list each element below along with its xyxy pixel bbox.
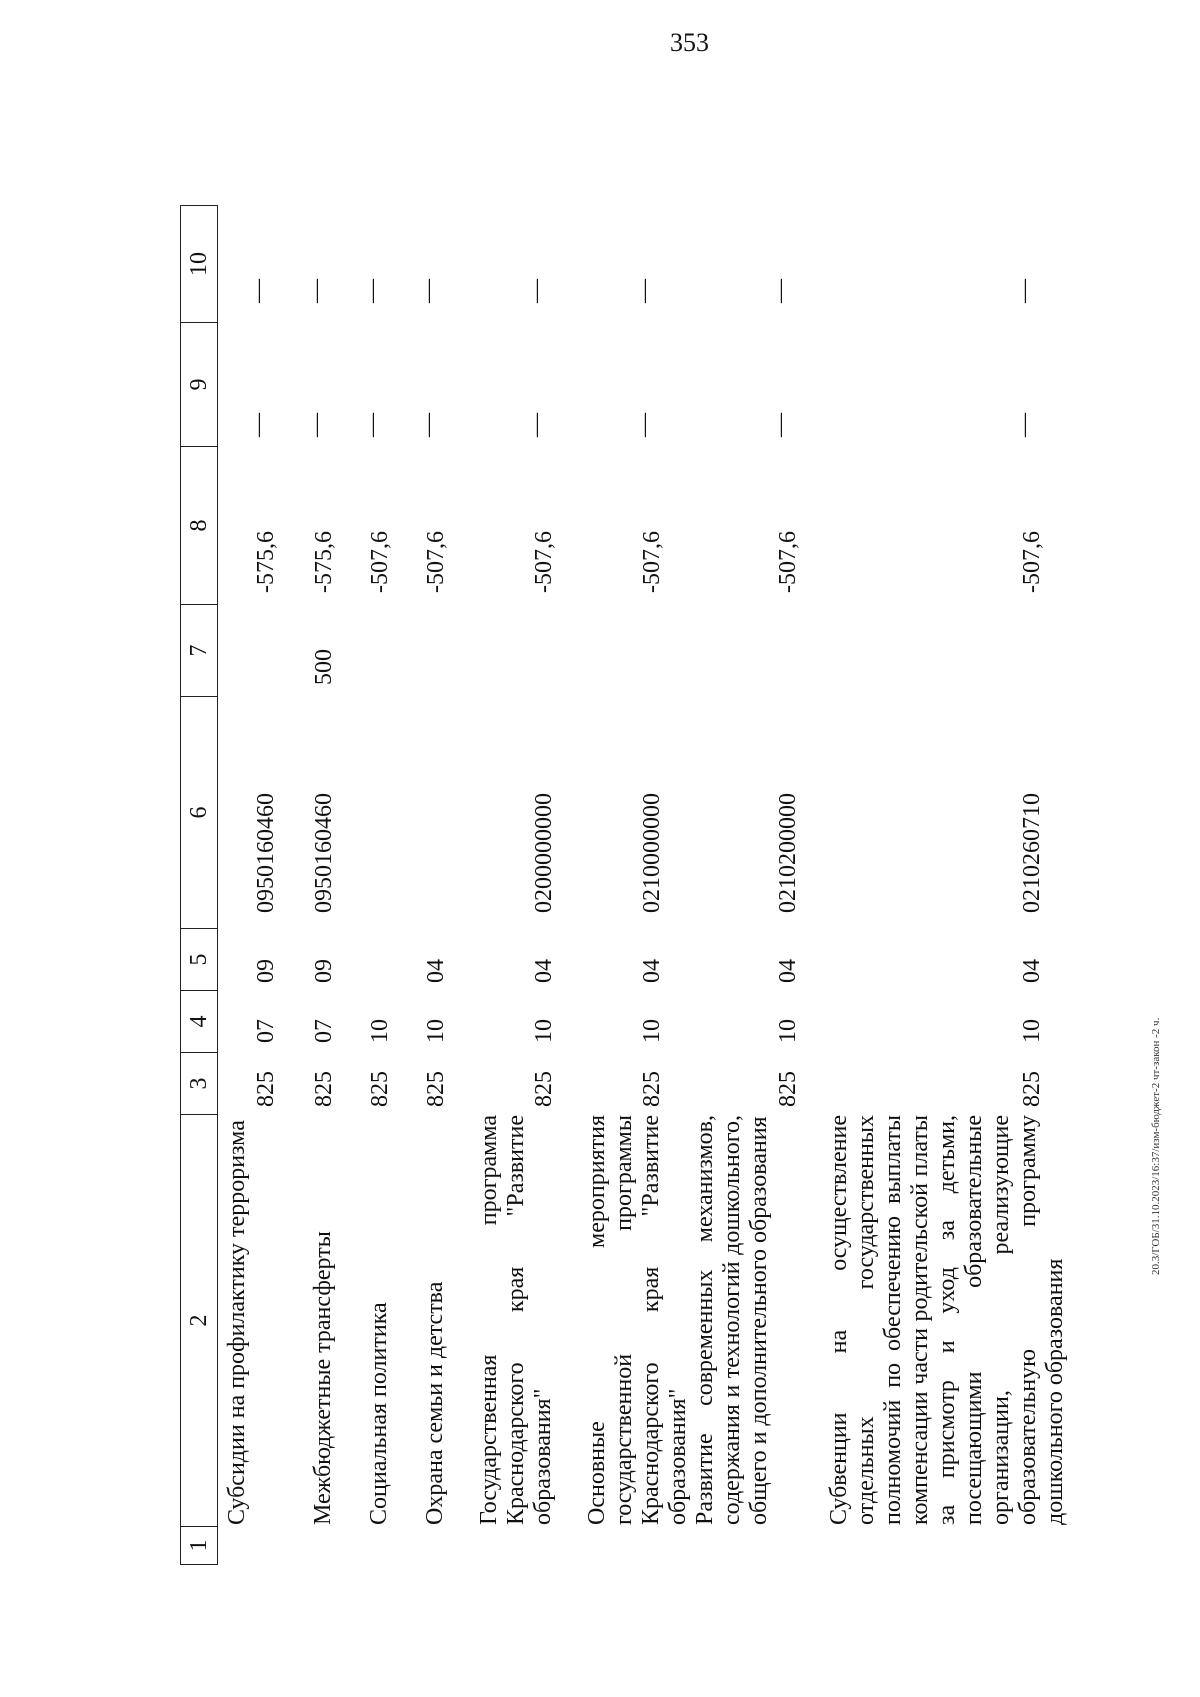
cell-col-8: -575,6 [311,531,337,593]
cell-col-3: 825 [639,1071,665,1107]
row-name: Развитие современных механизмов, содержания и технологий дошкольного, общего и дополнительного образования [692,1115,772,1525]
cell-col-4: 10 [639,1019,665,1043]
cell-col-6: 0950160460 [311,793,337,913]
cell-col-8: -507,6 [639,531,665,593]
cell-col-3: 825 [775,1071,801,1107]
cell-col-8: -507,6 [423,531,449,593]
cell-col-4: 07 [311,1019,337,1043]
cell-col-3: 825 [253,1071,279,1107]
cell-col-4: 10 [775,1019,801,1043]
cell-col-9: — [1011,413,1037,437]
header-col-7: 7 [180,605,218,697]
header-col-5: 5 [180,929,218,991]
cell-col-9: — [245,413,271,437]
cell-col-5: 04 [1019,959,1045,983]
cell-col-7: 500 [311,649,337,685]
cell-col-9: — [359,413,385,437]
cell-col-6: 0210000000 [639,793,665,913]
cell-col-10: — [1011,279,1037,303]
cell-col-6: 0950160460 [253,793,279,913]
header-col-2: 2 [180,1115,218,1527]
row-name: Государственная программа Краснодарского края "Развитие образования" [476,1115,556,1525]
cell-col-5: 04 [639,959,665,983]
cell-col-4: 10 [423,1019,449,1043]
cell-col-4: 10 [367,1019,393,1043]
cell-col-9: — [631,413,657,437]
cell-col-10: — [415,279,441,303]
cell-col-4: 10 [531,1019,557,1043]
header-col-1: 1 [180,1527,218,1565]
cell-col-3: 825 [1019,1071,1045,1107]
cell-col-9: — [303,413,329,437]
cell-col-10: — [523,279,549,303]
cell-col-8: -575,6 [253,531,279,593]
cell-col-8: -507,6 [775,531,801,593]
cell-col-5: 04 [423,959,449,983]
cell-col-10: — [245,279,271,303]
cell-col-10: — [631,279,657,303]
budget-table [180,205,1080,1565]
row-name: Охрана семьи и детства [422,1281,448,1525]
row-name: Социальная политика [366,1302,392,1525]
cell-col-8: -507,6 [1019,531,1045,593]
header-col-6: 6 [180,697,218,929]
row-name: Субвенции на осуществление отдельных государственных полномочий по обеспечению выплаты компенсации части родительской платы за присмотр и уход за детьми, посещающими образовательные организации, реализующие образовательную программу дошкольного образования [826,1115,1068,1525]
cell-col-6: 0210260710 [1019,793,1045,913]
cell-col-10: — [303,279,329,303]
cell-col-10: — [767,279,793,303]
cell-col-9: — [523,413,549,437]
header-col-8: 8 [180,447,218,605]
cell-col-5: 04 [775,959,801,983]
cell-col-8: -507,6 [531,531,557,593]
cell-col-3: 825 [311,1071,337,1107]
page-number: 353 [670,28,709,57]
cell-col-10: — [359,279,385,303]
cell-col-5: 04 [531,959,557,983]
cell-col-9: — [415,413,441,437]
header-col-4: 4 [180,991,218,1053]
cell-col-5: 09 [253,959,279,983]
cell-col-9: — [767,413,793,437]
cell-col-3: 825 [367,1071,393,1107]
cell-col-5: 09 [311,959,337,983]
cell-col-3: 825 [423,1071,449,1107]
header-col-3: 3 [180,1053,218,1115]
header-col-9: 9 [180,323,218,447]
cell-col-4: 07 [253,1019,279,1043]
cell-col-4: 10 [1019,1019,1045,1043]
row-name: Субсидии на профилактику терроризма [224,1120,250,1525]
cell-col-3: 825 [531,1071,557,1107]
cell-col-6: 0210200000 [775,793,801,913]
row-name: Межбюджетные трансферты [310,1231,336,1525]
footer-code: 20.3/ГОБ/31.10.2023/16:37/изм-бюджет-2 чт-закон -2 ч. [1150,1017,1162,1275]
cell-col-8: -507,6 [367,531,393,593]
row-name: Основные мероприятия государственной программы Краснодарского края "Развитие образования" [584,1115,691,1525]
header-col-10: 10 [180,205,218,323]
cell-col-6: 0200000000 [531,793,557,913]
